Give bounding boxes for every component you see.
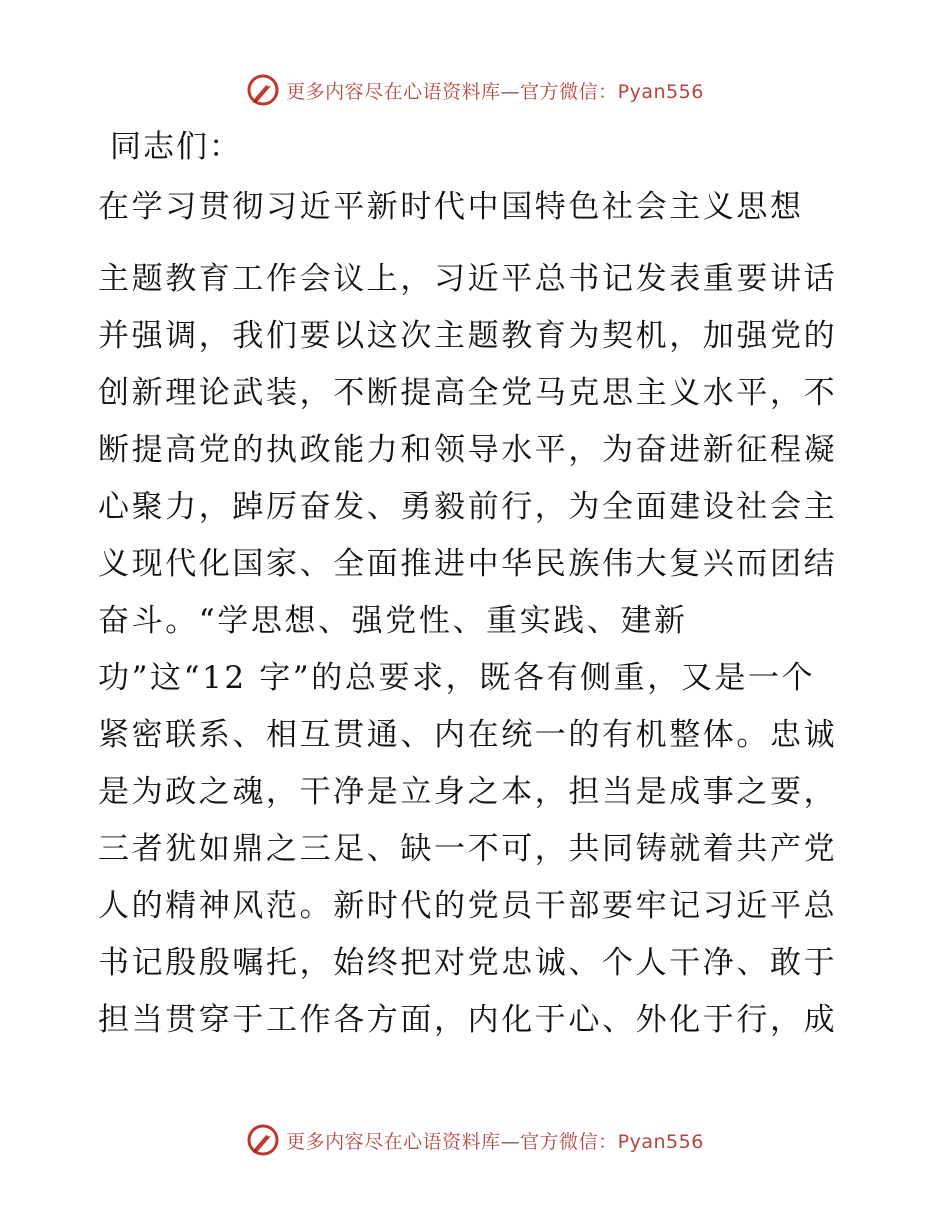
body-line: 书记殷殷嘱托，始终把对党忠诚、个人干净、敢于 [98,945,838,981]
body-line: 担当贯穿于工作各方面，内化于心、外化于行，成 [98,1002,838,1038]
header-watermark [0,70,950,110]
body-line: 功”这“12 字”的总要求，既各有侧重，又是一个 [98,660,816,696]
body-line: 人的精神风范。新时代的党员干部要牢记习近平总 [98,888,838,924]
body-line: 心聚力，踔厉奋发、勇毅前行，为全面建设社会主 [98,489,838,525]
pen-logo-icon [246,73,280,107]
footer-watermark [0,1120,950,1160]
pen-logo-icon [246,1123,280,1157]
body-line: 并强调，我们要以这次主题教育为契机，加强党的 [98,318,838,354]
body-line: 主题教育工作会议上，习近平总书记发表重要讲话 [98,261,838,297]
salutation: 同志们： [110,129,242,165]
body-line: 紧密联系、相互贯通、内在统一的有机整体。忠诚 [98,717,838,753]
footer-watermark-text: 更多内容尽在心语资料库—官方微信：Pyan556 [286,1130,704,1153]
header-watermark-text: 更多内容尽在心语资料库—官方微信：Pyan556 [286,80,704,103]
body-line: 在学习贯彻习近平新时代中国特色社会主义思想 [98,189,804,225]
body-line: 断提高党的执政能力和领导水平，为奋进新征程凝 [98,432,838,468]
body-line: 义现代化国家、全面推进中华民族伟大复兴而团结 [98,546,838,582]
body-line: 三者犹如鼎之三足、缺一不可，共同铸就着共产党 [98,831,838,867]
body-line: 奋斗。“学思想、强党性、重实践、建新 [98,603,688,639]
body-line: 是为政之魂，干净是立身之本，担当是成事之要， [98,774,838,810]
body-line: 创新理论武装，不断提高全党马克思主义水平，不 [98,375,838,411]
